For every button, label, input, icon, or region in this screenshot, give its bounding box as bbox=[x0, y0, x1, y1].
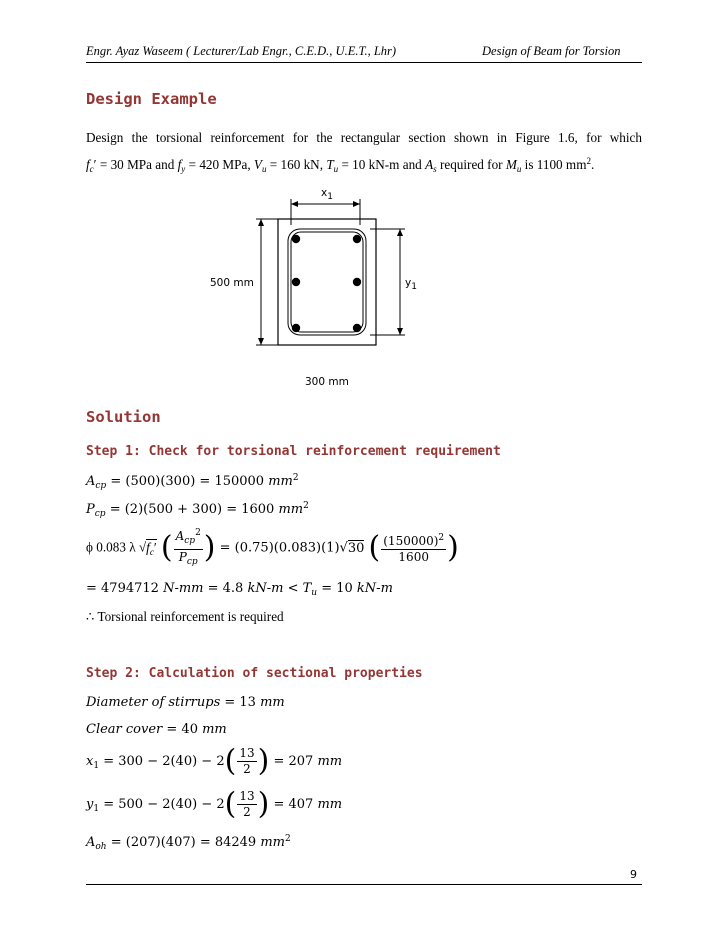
height-arrow-top bbox=[258, 219, 264, 226]
page-number: 9 bbox=[630, 868, 637, 881]
clear-cover: Clear cover = 40 mm bbox=[86, 722, 227, 737]
y1-arrow-top bbox=[397, 229, 403, 236]
design-example-heading: Design Example bbox=[86, 90, 217, 108]
fy-symbol: f bbox=[177, 157, 182, 172]
fc-symbol: f bbox=[86, 157, 90, 172]
threshold-result: = 4794712 N-mm = 4.8 $kN-m < T_u = 10$ kN-m bbox=[86, 581, 393, 598]
width-label: 300 mm bbox=[305, 376, 349, 388]
rebar-bottom-left bbox=[292, 324, 300, 332]
intro-line-1: Design the torsional reinforcement for the rectangular section shown in Figure 1.6, for which bbox=[86, 130, 642, 145]
footer-rule bbox=[86, 884, 642, 885]
mu-sub: u bbox=[516, 164, 522, 174]
header-title: Design of Beam for Torsion bbox=[482, 44, 621, 58]
solution-heading: Solution bbox=[86, 408, 161, 426]
stirrup-diameter: Diameter of stirrups = 13 mm bbox=[86, 695, 285, 710]
mu-symbol: M bbox=[505, 157, 517, 172]
y1-label: $y_1$ bbox=[405, 277, 417, 292]
vu-sub: u bbox=[261, 164, 267, 174]
tu-value: = 10 kN-m and bbox=[338, 157, 426, 172]
as-sub: s bbox=[433, 164, 437, 174]
mu-value: is 1100 mm bbox=[521, 157, 587, 172]
rebar-top-right bbox=[353, 235, 361, 243]
tu-sub: u bbox=[333, 164, 339, 174]
y1-equation: $y_1 = 500 - 2(40) - 2$( $\frac{13}{2}$ ) = 407 mm bbox=[86, 786, 343, 822]
height-label: 500 mm bbox=[210, 277, 254, 289]
as-text: required for bbox=[436, 157, 506, 172]
mu-sup: 2 bbox=[586, 156, 591, 166]
fy-sub: y bbox=[181, 164, 186, 174]
vu-value: = 160 kN, bbox=[266, 157, 327, 172]
step1-heading: Step 1: Check for torsional reinforcement requirement bbox=[86, 444, 501, 459]
intro-end: . bbox=[590, 157, 595, 172]
intro-line-2 bbox=[86, 150, 642, 180]
x1-arrow-right bbox=[353, 201, 360, 207]
step2-heading: Step 2: Calculation of sectional properties bbox=[86, 666, 423, 681]
header-author: Engr. Ayaz Waseem ( Lecturer/Lab Engr., C.E.D., U.E.T., Lhr) bbox=[86, 44, 397, 58]
rebar-top-left bbox=[292, 235, 300, 243]
vu-symbol: V bbox=[253, 157, 262, 172]
as-symbol: A bbox=[425, 157, 434, 172]
fy-value: = 420 MPa, bbox=[185, 157, 254, 172]
pcp-equation: $P_{cp} = (2)(500 + 300) = 1600$ $mm^2$ bbox=[86, 501, 309, 519]
x1-label: $x_1$ bbox=[321, 187, 333, 202]
y1-arrow-bottom bbox=[397, 328, 403, 335]
header-rule bbox=[86, 62, 642, 63]
fc-value: ′ = 30 MPa and bbox=[93, 157, 178, 172]
height-arrow-bottom bbox=[258, 338, 264, 345]
aoh-equation: $A_{oh} = (207)(407) = 84249$ $mm^2$ bbox=[86, 834, 291, 852]
stirrup-inner bbox=[291, 232, 363, 332]
x1-equation: $x_1 = 300 - 2(40) - 2$( $\frac{13}{2}$ ) = 207 mm bbox=[86, 743, 343, 779]
acp-equation: $A_{cp} = (500)(300) = 150000$ $mm^2$ bbox=[86, 473, 299, 491]
tu-symbol: T bbox=[326, 157, 334, 172]
threshold-equation: ϕ 0.083 λ $√f_c'$ ( $\frac{A_{cp}^2}{P_{cp}}$ ) = (0.75)(0.083)(1)√30 ( $\frac{(150000)^2}{1600}$ ) bbox=[86, 528, 459, 567]
rebar-mid-left bbox=[292, 278, 300, 286]
rebar-mid-right bbox=[353, 278, 361, 286]
x1-arrow-left bbox=[291, 201, 298, 207]
conclusion-text: ∴ Torsional reinforcement is required bbox=[86, 609, 284, 624]
rebar-bottom-right bbox=[353, 324, 361, 332]
fc-sub: c bbox=[89, 164, 94, 174]
